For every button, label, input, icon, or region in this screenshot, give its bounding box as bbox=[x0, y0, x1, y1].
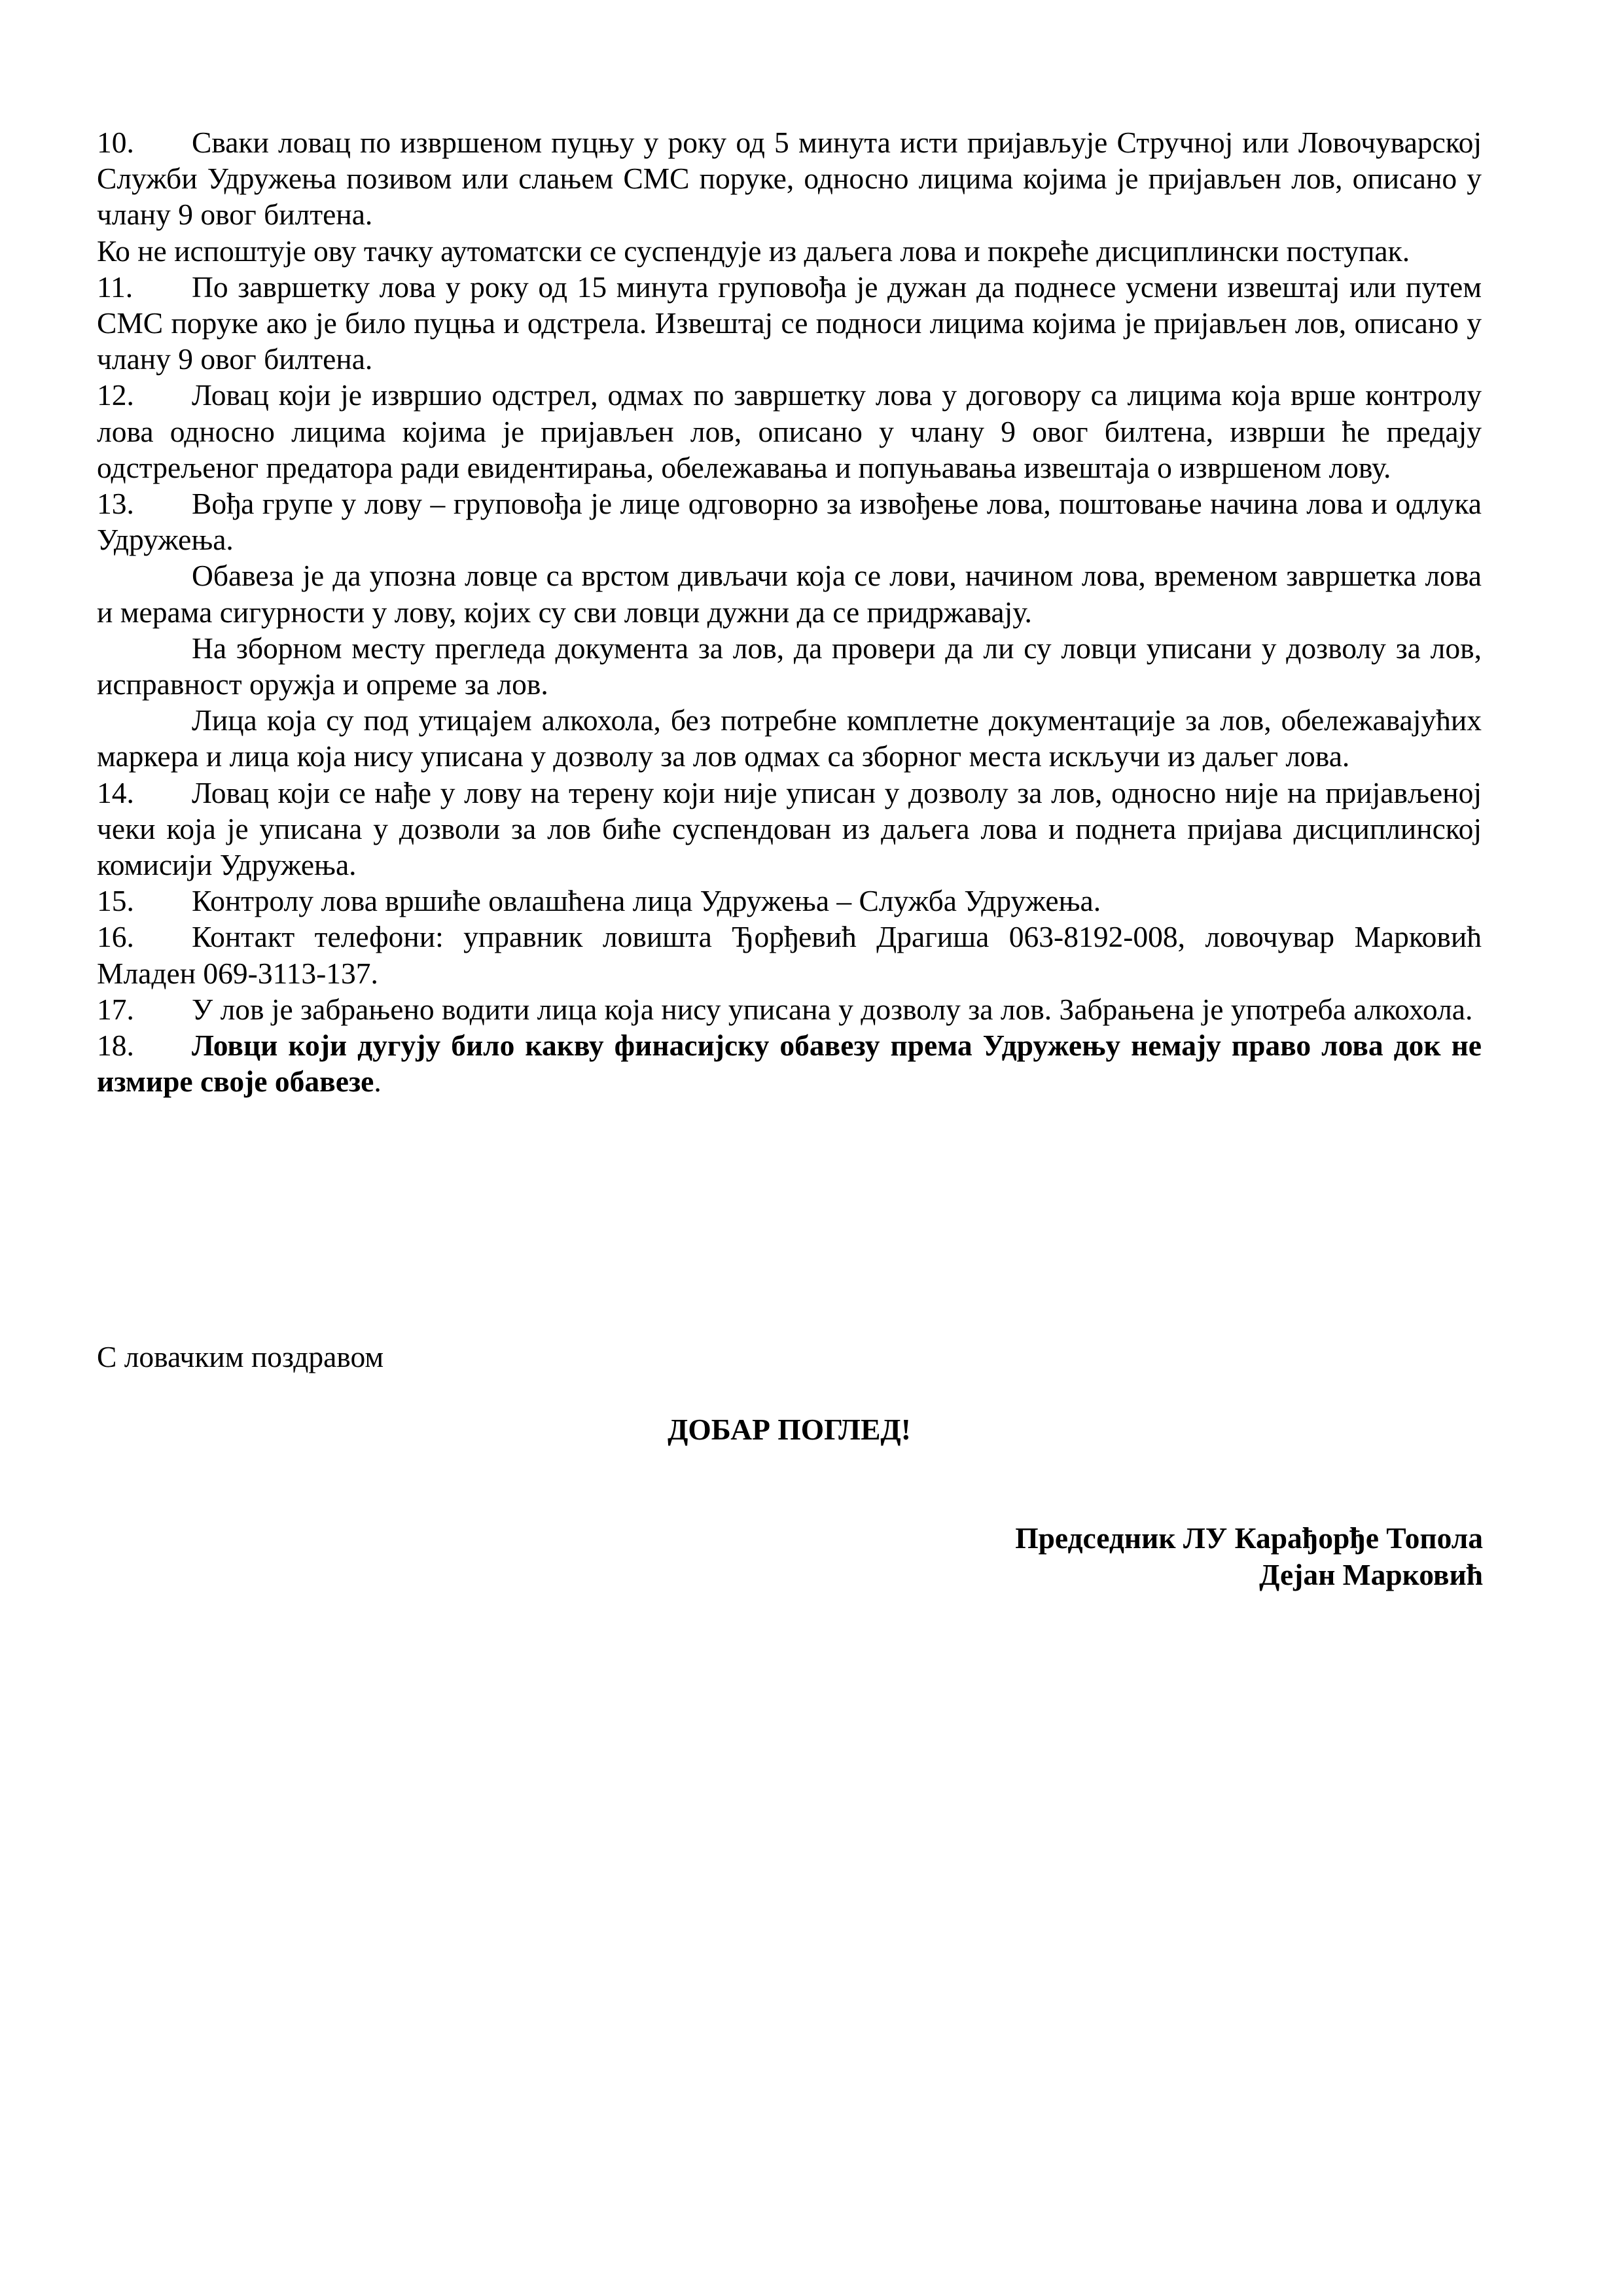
item-text: Контакт телефони: управник ловишта Ђорђевић Драгиша 063-8192-008, ловочувар Марковић Младен 069-3113-137. bbox=[97, 920, 1482, 990]
item-text: Вођа групе у лову – груповођа је лице одговорно за извођење лова, поштовање начина лова и одлука Удружења. bbox=[97, 487, 1482, 557]
item-number: 14. bbox=[97, 775, 134, 809]
list-item-12 bbox=[97, 377, 1482, 486]
item-number: 12. bbox=[97, 378, 134, 412]
item-text: По завршетку лова у року од 15 минута груповођа је дужан да поднесе усмени извештај или путем СМС поруке ако је било пуцња и одстрела. Извештај се подноси лицима којима је пријављен лов, описано у члану 9 овог билтена. bbox=[97, 270, 1482, 376]
list-item-15 bbox=[97, 883, 1482, 919]
item-number: 16. bbox=[97, 920, 134, 954]
list-item-16 bbox=[97, 919, 1482, 991]
item-text: У лов је забрањено водити лица која нису уписана у дозволу за лов. Забрањена је употреба алкохола. bbox=[192, 992, 1473, 1026]
item-text: Ловац који се нађе у лову на терену који није уписан у дозволу за лов, односно није на пријављеној чеки која је уписана у дозволи за лов биће суспендован из даљега лова и поднета пријава дисциплинској комисији Удружења. bbox=[97, 775, 1482, 882]
item-text: На зборном месту прегледа документа за лов, да провери да ли су ловци уписани у дозволу за лов, исправност оружја и опреме за лов. bbox=[97, 631, 1482, 701]
item-text: Сваки ловац по извршеном пуцњу у року од 5 минута исти пријављује Стручној или Ловочуварској Служби Удружења позивом или слањем СМС поруке, односно лицима којима је пријављен лов, описано у члану 9 овог билтена. bbox=[97, 126, 1482, 232]
list-item-13-exclusions bbox=[97, 702, 1482, 774]
signature-title: Председник ЛУ Карађорђе Топола bbox=[1015, 1521, 1483, 1555]
item-number: 15. bbox=[97, 884, 134, 918]
list-item-13-checks bbox=[97, 630, 1482, 702]
document-body bbox=[97, 124, 1482, 1099]
item-bold-text: Ловци који дугују било какву финасијску обавезу према Удружењу немају право лова док не измире своје обавезе bbox=[97, 1029, 1482, 1099]
item-number: 18. bbox=[97, 1029, 134, 1063]
item-text: Обавеза је да упозна ловце са врстом дивљачи која се лови, начином лова, временом завршетка лова и мерама сигурности у лову, којих су сви ловци дужни да се придржавају. bbox=[97, 559, 1482, 629]
item-number: 13. bbox=[97, 487, 134, 521]
item-text: Ловац који је извршио одстрел, одмах по завршетку лова у договору са лицима која врше контролу лова односно лицима којима је пријављен лов, описано у члану 9 овог билтена, изврши ће предају одстрељеног предатора ради евидентирања, обележавања и попуњавања извештаја о извршеном лову. bbox=[97, 378, 1482, 484]
signature-block bbox=[1015, 1520, 1483, 1593]
item-text: Лица која су под утицајем алкохола, без потребне комплетне документације за лов, обележавајућих маркера и лица која нису уписана у дозволу за лов одмах са зборног места искључи из даљег лова. bbox=[97, 703, 1482, 773]
item-number: 10. bbox=[97, 126, 134, 159]
signature-name: Дејан Марковић bbox=[1259, 1558, 1483, 1591]
list-item-14 bbox=[97, 775, 1482, 883]
closing-greeting: С ловачким поздравом bbox=[97, 1340, 384, 1373]
list-item-13 bbox=[97, 486, 1482, 557]
list-item-13-obligations bbox=[97, 557, 1482, 629]
item-number: 17. bbox=[97, 992, 134, 1026]
list-item-17 bbox=[97, 991, 1482, 1027]
item-number: 11. bbox=[97, 270, 134, 304]
list-item-10-note bbox=[97, 233, 1482, 269]
item-text: Ко не испоштује ову тачку аутоматски се суспендује из даљега лова и покреће дисциплински поступак. bbox=[97, 234, 1410, 268]
list-item-11 bbox=[97, 269, 1482, 378]
item-tail: . bbox=[374, 1065, 382, 1099]
item-text: Контролу лова вршиће овлашћена лица Удружења – Служба Удружења. bbox=[192, 884, 1101, 918]
list-item-18 bbox=[97, 1027, 1482, 1099]
slogan: ДОБАР ПОГЛЕД! bbox=[668, 1413, 911, 1446]
list-item-10 bbox=[97, 124, 1482, 233]
